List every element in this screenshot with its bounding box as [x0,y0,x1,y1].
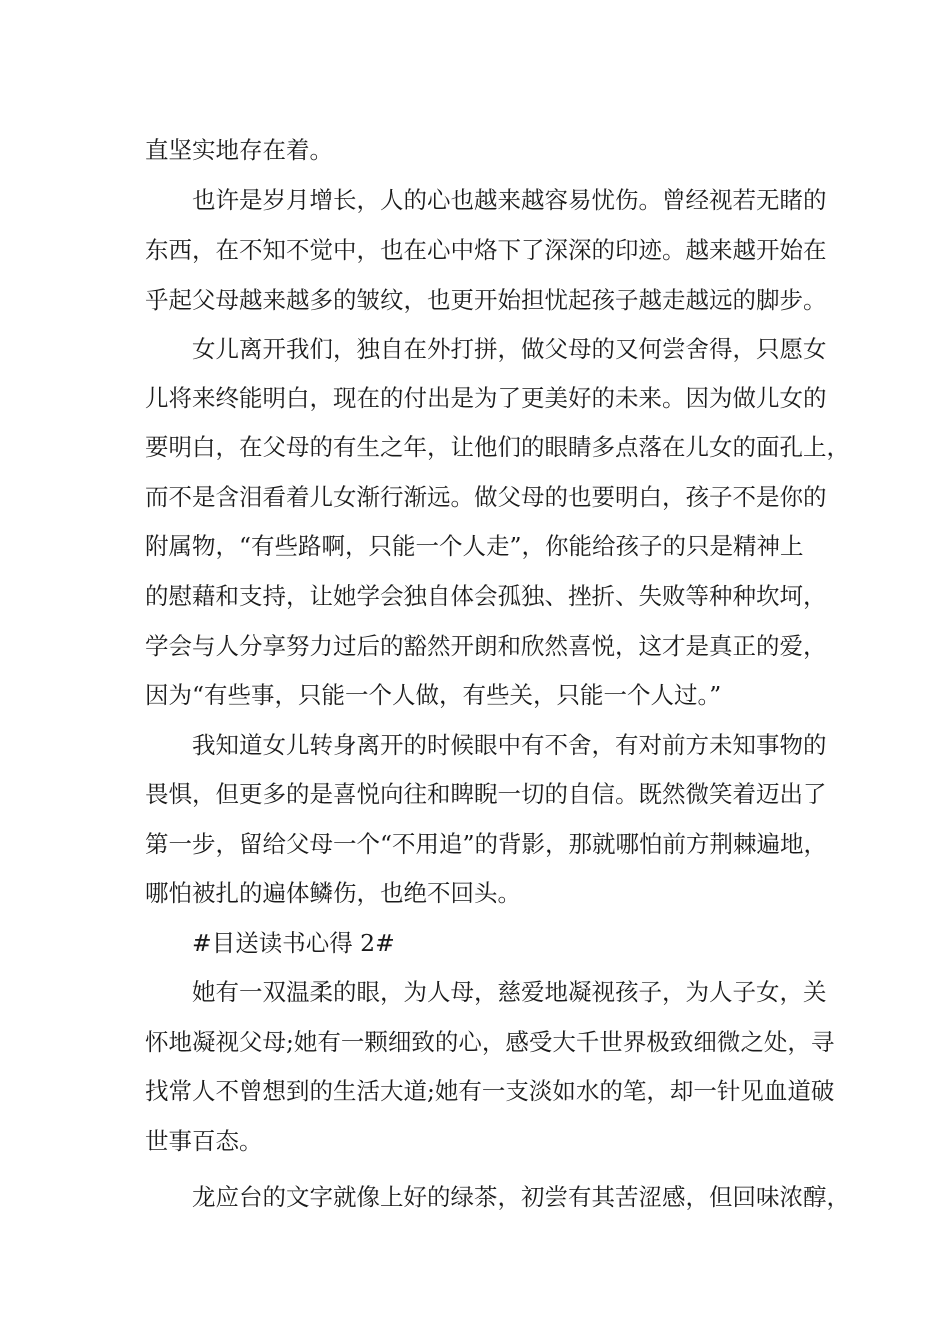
text-line: 学会与人分享努力过后的豁然开朗和欣然喜悦，这才是真正的爱， [145,632,827,660]
text-line: 因为“有些事，只能一个人做，有些关，只能一个人过。” [145,681,722,709]
text-line: 直坚实地存在着。 [145,136,333,164]
text-line: 女儿离开我们，独自在外打拼，做父母的又何尝舍得，只愿女 [192,335,827,363]
text-line: 儿将来终能明白，现在的付出是为了更美好的未来。因为做儿女的 [145,384,827,412]
text-line: 附属物，“有些路啊，只能一个人走”，你能给孩子的只是精神上 [145,532,804,560]
text-line: 我知道女儿转身离开的时候眼中有不舍，有对前方未知事物的 [192,731,827,759]
text-line: 也许是岁月增长，人的心也越来越容易忧伤。曾经视若无睹的 [192,186,827,214]
text-line: 龙应台的文字就像上好的绿茶，初尝有其苦涩感，但回味浓醇， [192,1183,850,1211]
text-line: 她有一双温柔的眼，为人母，慈爱地凝视孩子，为人子女，关 [192,978,827,1006]
text-line: 第一步，留给父母一个“不用追”的背影，那就哪怕前方荆棘遍地， [145,830,828,858]
text-line: 怀地凝视父母;她有一颗细致的心，感受大千世界极致细微之处，寻 [145,1028,835,1056]
text-line: 要明白，在父母的有生之年，让他们的眼睛多点落在儿女的面孔上， [145,433,850,461]
text-line: 找常人不曾想到的生活大道;她有一支淡如水的笔，却一针见血道破 [145,1077,835,1105]
text-line: 而不是含泪看着儿女渐行渐远。做父母的也要明白，孩子不是你的 [145,483,827,511]
text-line: 哪怕被扎的遍体鳞伤，也绝不回头。 [145,879,521,907]
text-line: 世事百态。 [145,1127,263,1155]
text-line: 乎起父母越来越多的皱纹，也更开始担忧起孩子越走越远的脚步。 [145,286,827,314]
section-heading: #目送读书心得 2# [192,929,395,957]
text-line: 东西，在不知不觉中，也在心中烙下了深深的印迹。越来越开始在 [145,236,827,264]
text-line: 畏惧，但更多的是喜悦向往和睥睨一切的自信。既然微笑着迈出了 [145,780,827,808]
text-line: 的慰藉和支持，让她学会独自体会孤独、挫折、失败等种种坎坷， [145,582,827,610]
